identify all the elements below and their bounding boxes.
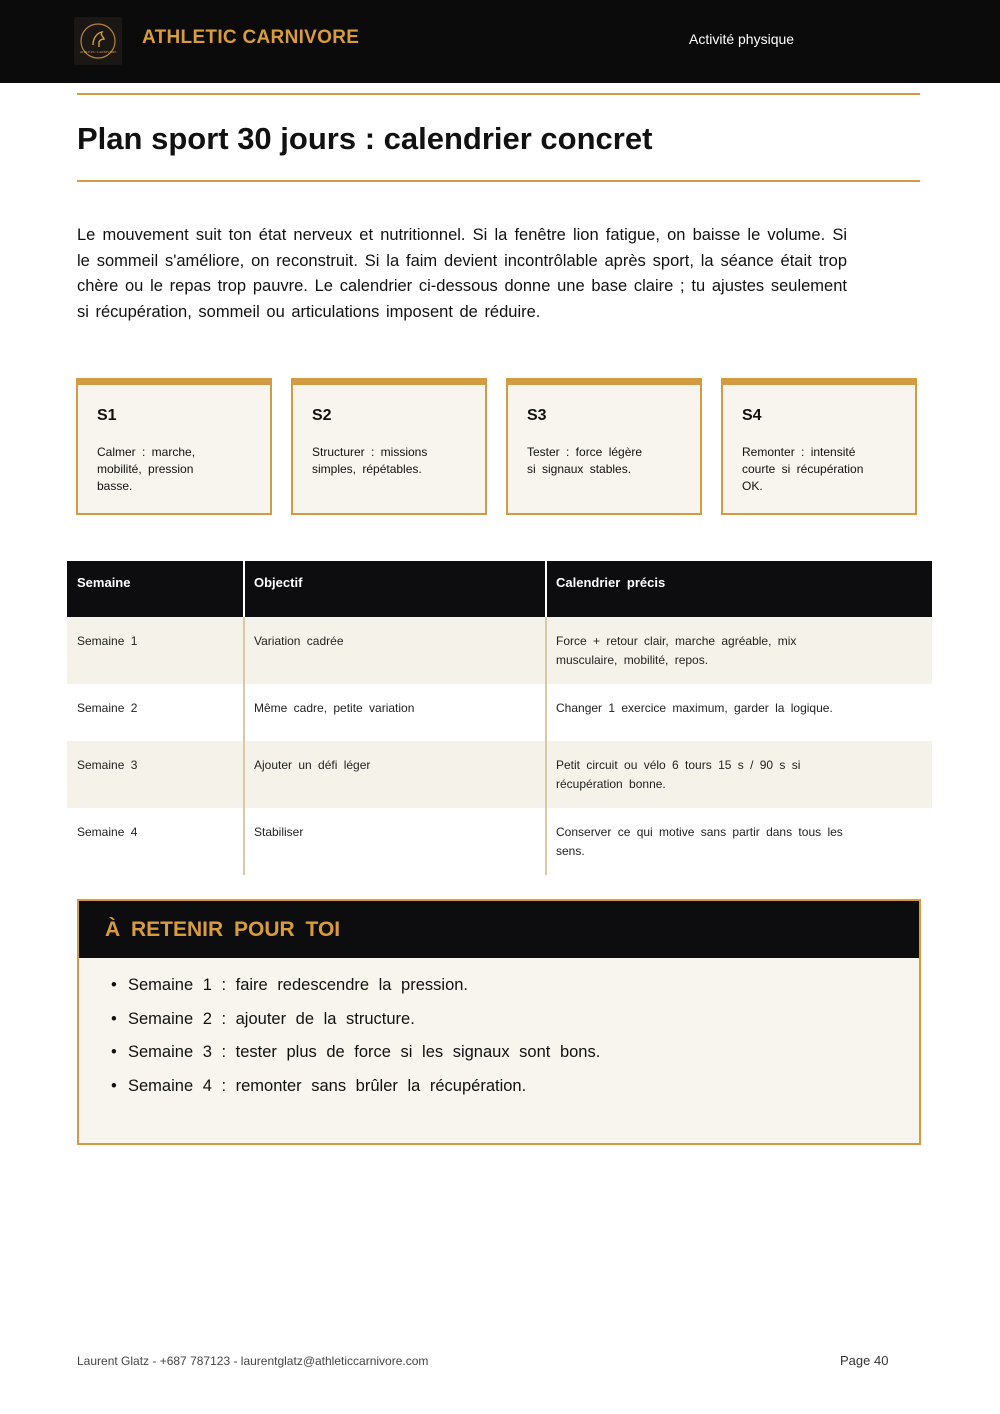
bullet-icon: • <box>111 1076 117 1095</box>
page-number: Page 40 <box>840 1353 889 1368</box>
card-label: S4 <box>742 407 762 424</box>
column-divider <box>545 617 547 875</box>
column-divider <box>545 561 547 617</box>
bullet-icon: • <box>111 1009 117 1028</box>
key-takeaways-list <box>111 973 600 1107</box>
table-cell: Ajouter un défi léger <box>254 758 371 772</box>
week-card-s2 <box>291 378 487 515</box>
column-header-schedule: Calendrier précis <box>556 575 666 590</box>
table-cell: Force + retour clair, marche agréable, mix musculaire, mobilité, repos. <box>556 634 797 667</box>
key-takeaways-header <box>79 901 919 958</box>
table-cell: Semaine 1 <box>77 634 138 648</box>
table-cell: Stabiliser <box>254 825 304 839</box>
key-takeaways-title: À RETENIR POUR TOI <box>105 918 341 941</box>
table-row <box>67 808 932 875</box>
table-cell: Semaine 2 <box>77 701 138 715</box>
list-item <box>111 1007 600 1041</box>
card-description: Structurer : missions simples, répétables. <box>312 445 428 476</box>
table-row <box>67 741 932 808</box>
title-top-rule <box>77 93 920 95</box>
brand-logo <box>74 17 122 65</box>
table-cell: Conserver ce qui motive sans partir dans tous les sens. <box>556 825 843 858</box>
page-title: Plan sport 30 jours : calendrier concret <box>77 121 653 156</box>
list-item-text: Semaine 1 : faire redescendre la pression. <box>128 976 469 994</box>
list-item <box>111 1040 600 1074</box>
top-header-bar <box>0 0 1000 83</box>
table-cell: Variation cadrée <box>254 634 344 648</box>
card-label: S1 <box>97 407 117 424</box>
week-card-s3 <box>506 378 702 515</box>
table-cell: Changer 1 exercice maximum, garder la logique. <box>556 701 833 715</box>
table-header-row <box>67 561 932 617</box>
list-item <box>111 1074 600 1108</box>
card-description: Tester : force légère si signaux stables. <box>527 445 643 476</box>
table-cell: Semaine 4 <box>77 825 138 839</box>
table-cell: Petit circuit ou vélo 6 tours 15 s / 90 s si récupération bonne. <box>556 758 801 791</box>
column-header-objective: Objectif <box>254 575 303 590</box>
footer-contact: Laurent Glatz - +687 787123 - laurentglatz@athleticcarnivore.com <box>77 1354 429 1368</box>
column-divider <box>243 617 245 875</box>
calendar-table <box>67 561 932 875</box>
week-card-s4 <box>721 378 917 515</box>
table-row <box>67 617 932 684</box>
column-header-week: Semaine <box>77 575 131 590</box>
title-bottom-rule <box>77 180 920 182</box>
table-cell: Même cadre, petite variation <box>254 701 415 715</box>
card-label: S3 <box>527 407 547 424</box>
brand-name: ATHLETIC CARNIVORE <box>142 27 360 48</box>
card-description: Calmer : marche, mobilité, pression basse. <box>97 445 196 493</box>
section-name: Activité physique <box>689 31 795 47</box>
key-takeaways-box <box>77 899 921 1145</box>
list-item-text: Semaine 3 : tester plus de force si les signaux sont bons. <box>128 1043 601 1061</box>
table-cell: Semaine 3 <box>77 758 138 772</box>
intro-paragraph: Le mouvement suit ton état nerveux et nutritionnel. Si la fenêtre lion fatigue, on baisse le volume. Si le sommeil s'améliore, on reconstruit. Si la faim devient incontrôlable après sport, la séance était trop chère ou le repas trop pauvre. Le calendrier ci-dessous donne une base claire ; tu ajustes seulement si récupération, sommeil ou articulations imposent de réduire. <box>77 226 847 321</box>
list-item-text: Semaine 2 : ajouter de la structure. <box>128 1009 415 1028</box>
horse-head-logo-icon <box>78 21 118 61</box>
table-row <box>67 684 932 741</box>
list-item-text: Semaine 4 : remonter sans brûler la récupération. <box>128 1076 527 1095</box>
card-description: Remonter : intensité courte si récupération OK. <box>742 445 864 493</box>
svg-text:ATHLETIC CARNIVORE: ATHLETIC CARNIVORE <box>79 50 117 54</box>
week-card-s1 <box>76 378 272 515</box>
list-item <box>111 973 600 1007</box>
bullet-icon: • <box>111 1043 117 1061</box>
bullet-icon: • <box>111 976 117 994</box>
column-divider <box>243 561 245 617</box>
card-label: S2 <box>312 407 332 424</box>
